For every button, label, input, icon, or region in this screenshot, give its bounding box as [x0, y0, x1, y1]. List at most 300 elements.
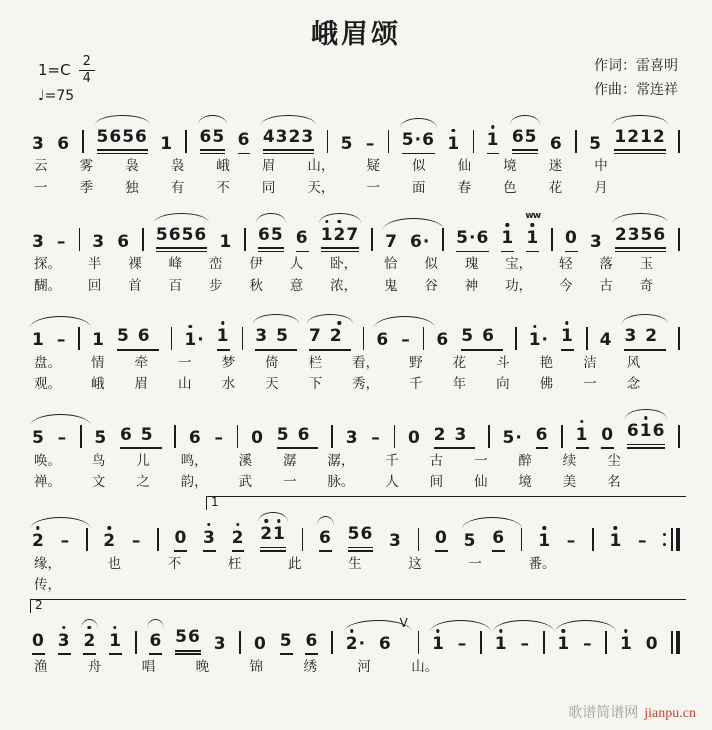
lyric-syllable: 艳: [539, 354, 554, 370]
lyric-syllable: 鸣，: [180, 452, 208, 468]
note-digits: [348, 525, 374, 545]
note: [255, 327, 297, 350]
note-digit-high-octave: 1: [609, 531, 623, 552]
note-digit-high-octave: 2: [345, 634, 359, 655]
lyric-syllable: 宝，: [505, 256, 533, 272]
lyric-syllable: 韵，: [180, 474, 208, 490]
note-digit: 3: [275, 126, 289, 147]
note-digits: [32, 429, 45, 449]
barline: [242, 327, 244, 350]
lyric-syllable: 绣: [303, 658, 317, 674]
lyrics-row: [30, 276, 653, 296]
beam-underline: [624, 349, 666, 351]
note-digits: [638, 532, 648, 552]
lyric-syllable: 脉。: [327, 474, 355, 490]
note-digits: [280, 632, 293, 652]
note-digits: [174, 529, 187, 549]
beam-underline: [627, 447, 666, 449]
note: [92, 331, 105, 351]
note-digits: [447, 135, 460, 155]
note-digits: [624, 327, 666, 347]
barline: [302, 528, 304, 551]
beam-underline: [58, 653, 71, 655]
note: [348, 525, 374, 552]
lyrics-row: [30, 451, 621, 471]
note-digit: 0: [565, 228, 578, 249]
note-digits: [458, 635, 468, 655]
note-digit: 3: [255, 326, 277, 347]
note-digit: 1: [32, 329, 45, 350]
lyric-syllable: 鸟: [91, 452, 106, 468]
barline: [174, 425, 176, 448]
note: [501, 229, 514, 252]
note-digits: [32, 532, 45, 552]
lyric-syllable: 似: [424, 256, 438, 272]
lyric-syllable: 这: [408, 555, 422, 571]
lyric-syllable: 向: [496, 376, 510, 392]
barline: [388, 130, 390, 153]
notes-row: [30, 407, 682, 449]
note-digits: [92, 331, 105, 351]
beam-underline: [492, 550, 505, 552]
lyricist-credit: 作词：雷喜明: [594, 59, 678, 74]
beam-underline: [615, 247, 666, 249]
note: [32, 233, 45, 253]
note: [464, 532, 477, 552]
barline: [157, 528, 159, 551]
beam-underline: [321, 247, 360, 249]
barline: [371, 228, 373, 251]
note-digit-high-octave: 2: [329, 326, 351, 347]
lyrics-row: [30, 254, 653, 274]
lyric-syllable: 千: [385, 452, 399, 468]
note-digits: [58, 632, 71, 652]
lyric-syllable: 一: [366, 179, 380, 195]
barline: [78, 327, 80, 350]
barline: [331, 425, 333, 448]
beam-underline: [217, 349, 230, 351]
beam-underline: [117, 349, 159, 351]
lyric-syllable: 唤。: [34, 452, 61, 468]
beam-underline: [109, 653, 122, 655]
note-digit-high-octave: 1: [526, 228, 540, 249]
barline: [575, 130, 577, 153]
note-digit: 3: [32, 231, 45, 252]
note-digit-high-octave: 1: [528, 329, 542, 350]
note-digits: [614, 128, 665, 148]
lyric-syllable: 古: [599, 277, 613, 293]
barline: [551, 228, 553, 251]
barline: [561, 425, 563, 448]
note-digit: 5: [175, 627, 188, 648]
note-digit: 6: [305, 630, 319, 651]
beam-underline: [120, 447, 162, 449]
beam-underline: [258, 251, 284, 253]
lyric-syllable: 峨: [91, 376, 105, 392]
lyric-syllable: 溪: [238, 452, 253, 468]
note-digit: 2: [645, 326, 667, 347]
note-digits: [536, 426, 549, 446]
beam-underline: [263, 149, 314, 151]
lyric-syllable: 尘: [607, 452, 621, 468]
note: [321, 226, 360, 253]
note-digits: [184, 331, 204, 351]
beam-underline: [149, 653, 162, 655]
lyric-syllable: 袅: [170, 158, 185, 174]
note-digit-high-octave: 1: [561, 326, 574, 347]
note: [57, 135, 70, 155]
note-digit: –: [60, 531, 71, 552]
note: [238, 131, 251, 154]
lyric-syllable: 独: [125, 179, 139, 195]
barline: [142, 228, 144, 251]
note-digits: [255, 327, 297, 347]
song-title: 峨眉颂: [311, 19, 401, 49]
barline: [473, 130, 475, 153]
lyric-syllable: 间: [429, 474, 444, 490]
note-digits: [156, 226, 207, 246]
note-digit: 4: [599, 329, 613, 350]
note-digits: [120, 426, 162, 446]
lyric-syllable: 雾: [79, 158, 94, 174]
ending-bracket: [206, 496, 686, 510]
note-digits: [319, 529, 332, 549]
note-digit: ·: [422, 231, 431, 252]
lyric-syllable: 奇: [639, 277, 654, 293]
note-digit: –: [638, 531, 648, 552]
lyric-syllable: 不: [216, 179, 230, 195]
note-digits: [615, 226, 666, 246]
barline: [82, 130, 84, 153]
lyric-syllable: 仙: [474, 474, 488, 490]
note: [434, 426, 476, 449]
note-digit: 6: [188, 428, 202, 449]
dash-note: [583, 635, 593, 655]
note: [251, 429, 264, 449]
lyric-syllable: 年: [452, 376, 467, 392]
note-digit-high-octave: 2: [103, 531, 117, 552]
note-digits: [501, 229, 514, 249]
beam-underline: [32, 653, 45, 655]
lyric-syllable: 功，: [505, 277, 533, 293]
note-digit: 5: [340, 133, 354, 154]
note: [436, 331, 449, 351]
lyrics-row: [30, 374, 640, 394]
note: [189, 429, 202, 449]
dash-note: [567, 532, 577, 552]
note-digits: [408, 429, 421, 449]
beam-underline: [200, 149, 226, 151]
note-digit: 5: [32, 428, 45, 449]
note-digit: 0: [174, 527, 188, 548]
beam-underline: [260, 547, 286, 549]
beam-underline: [487, 153, 500, 155]
beam-underline: [280, 653, 293, 655]
lyric-syllable: 中: [594, 158, 608, 174]
lyric-syllable: 山，: [307, 158, 335, 174]
note-digits: [341, 135, 354, 155]
lyric-syllable: 武: [238, 474, 253, 490]
note: [432, 635, 445, 655]
note-digit: 1: [92, 329, 105, 350]
note-digit: 5: [212, 126, 226, 147]
barline: [244, 228, 246, 251]
lyric-syllable: 轻: [559, 256, 573, 272]
note-digits: [583, 635, 593, 655]
beam-underline: [561, 349, 574, 351]
barline: [678, 130, 680, 153]
note-digits: [620, 635, 633, 655]
lyric-syllable: 也: [107, 555, 122, 571]
note: [557, 635, 570, 655]
note-digit: 6: [652, 421, 666, 442]
lyric-syllable: 山: [178, 376, 192, 392]
note-digits: [254, 635, 267, 655]
note-digit-high-octave: 3: [57, 630, 71, 651]
lyric-syllable: 缘，: [34, 555, 61, 571]
barline: [678, 327, 680, 350]
note-digit: 7: [346, 224, 360, 245]
note-digit-high-octave: 1: [557, 634, 571, 655]
beam-underline: [435, 550, 448, 552]
beam-underline: [402, 153, 435, 155]
note-digits: [103, 532, 116, 552]
note-digit: 6: [194, 224, 208, 245]
beam-underline: [614, 149, 665, 151]
note-digits: [346, 429, 359, 449]
note-digit: 7: [308, 326, 330, 347]
lyric-syllable: 百: [168, 277, 183, 293]
note-digit: 5: [456, 228, 469, 249]
note-digit: 0: [408, 428, 421, 449]
note-digits: [456, 229, 489, 249]
note-digits: [561, 327, 574, 347]
note-digit: 6: [482, 326, 503, 347]
note-digits: [321, 226, 360, 246]
lyric-syllable: 锦: [249, 658, 264, 674]
note: [260, 525, 286, 552]
note: [620, 635, 633, 655]
lyric-syllable: 有: [170, 179, 185, 195]
note: [277, 426, 319, 449]
beam-underline: [83, 653, 96, 655]
note-digits: [217, 327, 230, 347]
note-digits: [600, 331, 613, 351]
beam-underline: [601, 447, 614, 449]
lyric-syllable: 醉: [518, 452, 532, 468]
notes-row: [30, 510, 682, 552]
barline: [418, 528, 420, 551]
note-digit-high-octave: 3: [203, 527, 216, 548]
note-digit-high-octave: 1: [538, 531, 552, 552]
quarter-note-icon: ♩: [38, 88, 45, 105]
note-digit: ·: [358, 634, 367, 655]
note-digit: 3: [92, 231, 106, 252]
lyric-syllable: 落: [599, 256, 613, 272]
score-meta: [38, 55, 678, 104]
lyric-syllable: 一: [583, 376, 597, 392]
lyric-syllable: 今: [559, 277, 573, 293]
note-digit-high-octave: 2: [32, 531, 45, 552]
dash-note: [638, 532, 648, 552]
note-digit: 5: [276, 424, 298, 445]
lyric-syllable: 秀，: [352, 376, 380, 392]
lyric-syllable: 色: [503, 179, 517, 195]
note-digit: 6: [378, 634, 392, 655]
lyric-syllable: 生: [348, 555, 362, 571]
note-digit-high-octave: 1: [432, 634, 445, 655]
dash-note: [57, 331, 67, 351]
lyric-syllable: 袅: [125, 158, 139, 174]
barline: [418, 631, 420, 654]
note-digits: [529, 331, 549, 351]
beam-underline: [203, 550, 216, 552]
note-digit: 2: [614, 224, 628, 245]
lyric-syllable: 续: [562, 452, 577, 468]
lyric-syllable: 梦: [221, 354, 236, 370]
beam-underline: [319, 550, 332, 552]
barline: [394, 425, 396, 448]
lyric-syllable: 春: [457, 179, 472, 195]
lyric-syllable: 月: [594, 179, 608, 195]
beam-underline: [255, 349, 297, 351]
note: [174, 529, 187, 552]
beam-underline: [258, 247, 284, 249]
note-digit-high-octave: 2: [260, 524, 274, 545]
music-system: [30, 210, 682, 295]
note-digit-high-octave: 2: [333, 224, 347, 245]
lyric-syllable: 一: [34, 179, 48, 195]
note-digits: [464, 532, 477, 552]
barline: [135, 631, 137, 654]
note-digits: [238, 131, 251, 151]
notes-row: [30, 613, 682, 655]
lyrics-row: [30, 353, 640, 373]
barline: [237, 425, 239, 448]
note-digit: 6: [149, 630, 163, 651]
lyric-syllable: 一: [282, 474, 297, 490]
lyric-syllable: 一: [178, 354, 192, 370]
note: [200, 128, 226, 155]
lyric-syllable: 意: [289, 277, 304, 293]
note: [495, 635, 508, 655]
lyric-syllable: 下: [308, 376, 323, 392]
beam-underline: [614, 153, 665, 155]
note: [156, 226, 207, 253]
dash-note: [401, 331, 411, 351]
music-system: [30, 597, 682, 677]
note-digit: 6: [258, 224, 271, 245]
note: [461, 327, 503, 350]
note-digit-high-octave: 2: [83, 630, 97, 651]
note-digits: [277, 426, 319, 446]
beam-underline: [263, 153, 314, 155]
note-digits: [58, 429, 68, 449]
lyric-syllable: 文: [91, 474, 106, 490]
note-digit: 6: [422, 130, 435, 151]
time-signature-numerator: 2: [79, 55, 95, 71]
barline: [592, 528, 594, 551]
barline: [363, 327, 365, 350]
note-digit: 0: [435, 527, 448, 548]
note-digit: 6: [360, 524, 374, 545]
note-digit: –: [365, 133, 376, 154]
note-digits: [92, 233, 105, 253]
note-digit: 6: [376, 329, 390, 350]
barline: [423, 327, 425, 350]
note-digit: 5: [276, 326, 297, 347]
note: [512, 128, 538, 155]
lyric-syllable: 情: [91, 354, 105, 370]
note-digits: [590, 233, 603, 253]
note: [561, 327, 574, 350]
note-digit: 6: [535, 424, 549, 445]
note-digit: ·: [197, 329, 205, 350]
note-digit: 1: [219, 231, 233, 252]
note: [32, 632, 45, 655]
note-digits: [385, 233, 398, 253]
note-digits: [557, 635, 570, 655]
lyric-syllable: 醐。: [34, 277, 61, 293]
note-digit: ·: [541, 329, 549, 350]
note: [83, 632, 96, 655]
note: [341, 135, 354, 155]
lyric-syllable: 斗: [496, 354, 510, 370]
dash-note: [458, 635, 468, 655]
note-digit: 5: [116, 326, 138, 347]
note-digit: –: [566, 531, 577, 552]
note: [389, 532, 402, 552]
lyric-syllable: 秋: [249, 277, 263, 293]
note: [58, 632, 71, 655]
note-digit: 6: [476, 228, 490, 249]
note: [305, 632, 318, 655]
note-digits: [492, 529, 505, 549]
note-digit: ·: [469, 228, 477, 249]
lyric-syllable: 千: [409, 376, 423, 392]
note: [538, 532, 551, 552]
lyric-syllable: 半: [87, 256, 102, 272]
beam-underline: [97, 149, 148, 151]
beam-underline: [296, 251, 309, 253]
note-digit-high-octave: 1: [109, 630, 122, 651]
note: [346, 429, 359, 449]
note-digits: [434, 426, 476, 446]
note-digit: 5: [181, 224, 195, 245]
beam-underline: [565, 251, 578, 253]
note-digits: [260, 525, 286, 545]
lyric-syllable: 风: [626, 354, 641, 370]
note-digits: [94, 429, 107, 449]
note-digits: [495, 635, 508, 655]
barline: [171, 327, 173, 350]
lyrics-row: [30, 575, 99, 595]
note: [609, 532, 622, 552]
lyric-syllable: 倚: [265, 354, 279, 370]
beam-underline: [232, 550, 245, 552]
score: [16, 112, 696, 676]
note-digit-high-octave: 1: [639, 421, 653, 442]
lyrics-row: [30, 554, 556, 574]
note-digits: [57, 331, 67, 351]
lyric-syllable: 眉: [261, 158, 276, 174]
beam-underline: [174, 550, 187, 552]
note: [263, 128, 314, 155]
note-digit: 6: [237, 130, 251, 151]
note-digits: [627, 422, 666, 442]
barline: [678, 228, 680, 251]
note-digits: [526, 229, 539, 249]
